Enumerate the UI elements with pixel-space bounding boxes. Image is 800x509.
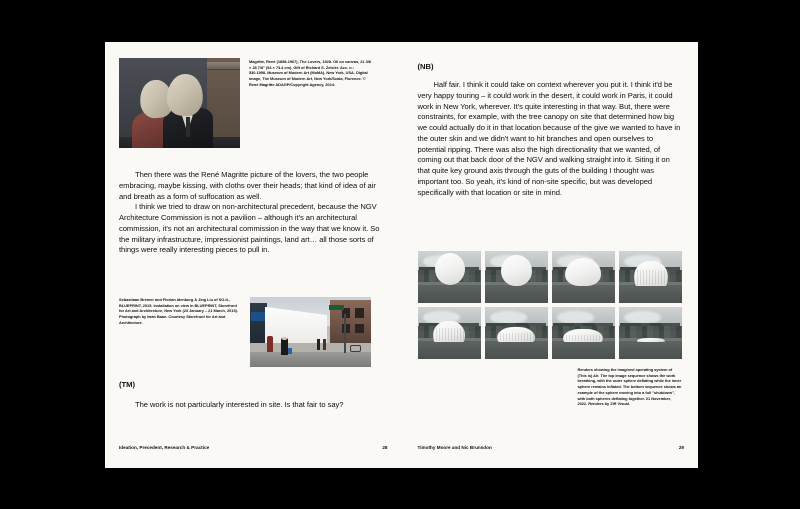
tm-question-paragraph: The work is not particularly interested in site. Is that fair to say?	[135, 399, 344, 409]
magritte-caption: Magritte, René (1898-1967), The Lovers, 1928. Oil on canvas, 21 3/8 × 28 7/8" (54 × 73.4 cm). Gift of Richard S. Zeisler. Acc. n.: 530.1998. Museum of Modern Art (MoMA), New York, USA. Digital image, The Museum of Modern Art, New York/Scala, Florence. © René Magritte ADAGP/Copyright Agency, 2024.	[249, 59, 371, 87]
left-body-copy	[119, 170, 383, 256]
left-page-footer	[119, 445, 388, 450]
tm-interview-block	[119, 380, 383, 411]
render-grid-caption: Renders showing the imagined operating system of (This is) Air. The top image sequence shows the work breathing, with the outer sphere deflating while the inner sphere remains inflated. The bottom sequence shows an example of the sphere moving into a full "shutdown", with both spheres deflating together. 21 November, 2022. Renders by ZiR Visual.	[577, 367, 682, 407]
render-ground	[552, 341, 615, 359]
photo-blue-sign	[251, 312, 264, 320]
painting-necktie	[186, 117, 190, 137]
render-ground	[485, 285, 548, 303]
left-footer-title: Ideation, Precedent, Research & Practice	[119, 445, 210, 450]
render-ground	[619, 285, 682, 303]
storefront-caption: Sebastiaan Bremer and Florian Idenburg & Jing Liu of SO-IL, BLUEPRINT, 2015. Installation on view in BLUEPRINT, Storefront for Art and Architecture, New York (23 January – 21 March, 2015). Photograph by Iwan Baan. Courtesy Storefront for Art and Architecture.	[119, 297, 238, 325]
render-drape-folds	[563, 335, 602, 342]
right-page	[402, 42, 699, 468]
book-spread	[105, 42, 698, 468]
tm-question-text	[119, 400, 383, 411]
right-page-footer	[418, 445, 685, 450]
left-page	[105, 42, 402, 468]
left-paragraph-2: I think we tried to draw on non-architectural precedent, because the NGV Architecture Commission is not a pavilion – although it's an architectural commission, it's not an architectural commission in the way that we know it. So the military infrastructure, impressionist paintings, land art… all those sorts of things were really interesting pieces to pull in.	[119, 202, 380, 255]
render-ground	[552, 285, 615, 303]
photo-window	[355, 308, 363, 318]
right-footer-title: Timothy Moore and Nic Brunsdon	[417, 445, 492, 450]
photo-hydrant	[267, 336, 273, 351]
render-sphere-state	[565, 258, 600, 286]
render-cell-5	[418, 307, 481, 359]
render-cell-6	[485, 307, 548, 359]
render-sphere-state	[637, 338, 665, 343]
photo-window	[355, 324, 363, 334]
render-cell-8	[619, 307, 682, 359]
render-sphere-state	[501, 255, 533, 286]
render-drape-folds	[497, 333, 535, 341]
render-cell-3	[552, 251, 615, 303]
storefront-photo	[250, 297, 371, 367]
photo-pedestrian-head	[282, 337, 286, 341]
photo-pedestrian	[317, 339, 321, 350]
photo-road	[250, 352, 371, 367]
render-ground	[418, 285, 481, 303]
storefront-figure	[119, 297, 371, 367]
left-page-number: 28	[382, 445, 388, 450]
render-cell-1	[418, 251, 481, 303]
render-image-grid	[418, 251, 682, 359]
magritte-painting-image	[119, 58, 240, 148]
photo-green-street-sign	[329, 305, 345, 309]
render-ground	[619, 341, 682, 359]
photo-shopping-bag	[288, 348, 293, 354]
photo-street-pole	[344, 314, 346, 353]
photo-pedestrian	[323, 339, 327, 350]
render-drape-folds	[433, 328, 466, 342]
right-page-number: 29	[678, 445, 684, 450]
nb-speaker-label: (NB)	[417, 62, 434, 71]
magritte-figure	[119, 58, 371, 148]
photo-bicycle	[350, 345, 361, 352]
left-paragraph-1: Then there was the René Magritte picture of the lovers, the two people embracing, maybe kissing, with cloths over their heads; that kind of idea of air and breath as a form of suffocation as well.	[119, 170, 376, 201]
nb-answer-paragraph: Half fair. I think it could take on context wherever you put it. I think it'd be very happy touring – it could work in the desert, it could work in Paris, it could work in New York, wherever. It's quite interesting in that way. But, there were constraints, for example, with the tree canopy on site that determined how big we could actually do it in that location because of the give we wanted to have in the outer skin and we didn't want to hit branches and open ourselves to potential ripping. There was also the high directionality that we wanted, of coming out that back door of the NGV and walking straight into it. Siting it on that quite key ground axis through the guts of the building I thought was important too. So yeah, it's kind of non-site specific, but was developed specifically with that location or site in mind.	[417, 80, 681, 197]
render-ground	[485, 341, 548, 359]
right-body-copy	[418, 80, 682, 199]
render-ground	[418, 341, 481, 359]
render-cell-4	[619, 251, 682, 303]
painting-cornice	[207, 62, 240, 70]
render-drape-folds	[634, 270, 668, 286]
render-sphere-state	[435, 253, 465, 285]
render-cell-2	[485, 251, 548, 303]
tm-speaker-label: (TM)	[119, 380, 136, 389]
render-cell-7	[552, 307, 615, 359]
